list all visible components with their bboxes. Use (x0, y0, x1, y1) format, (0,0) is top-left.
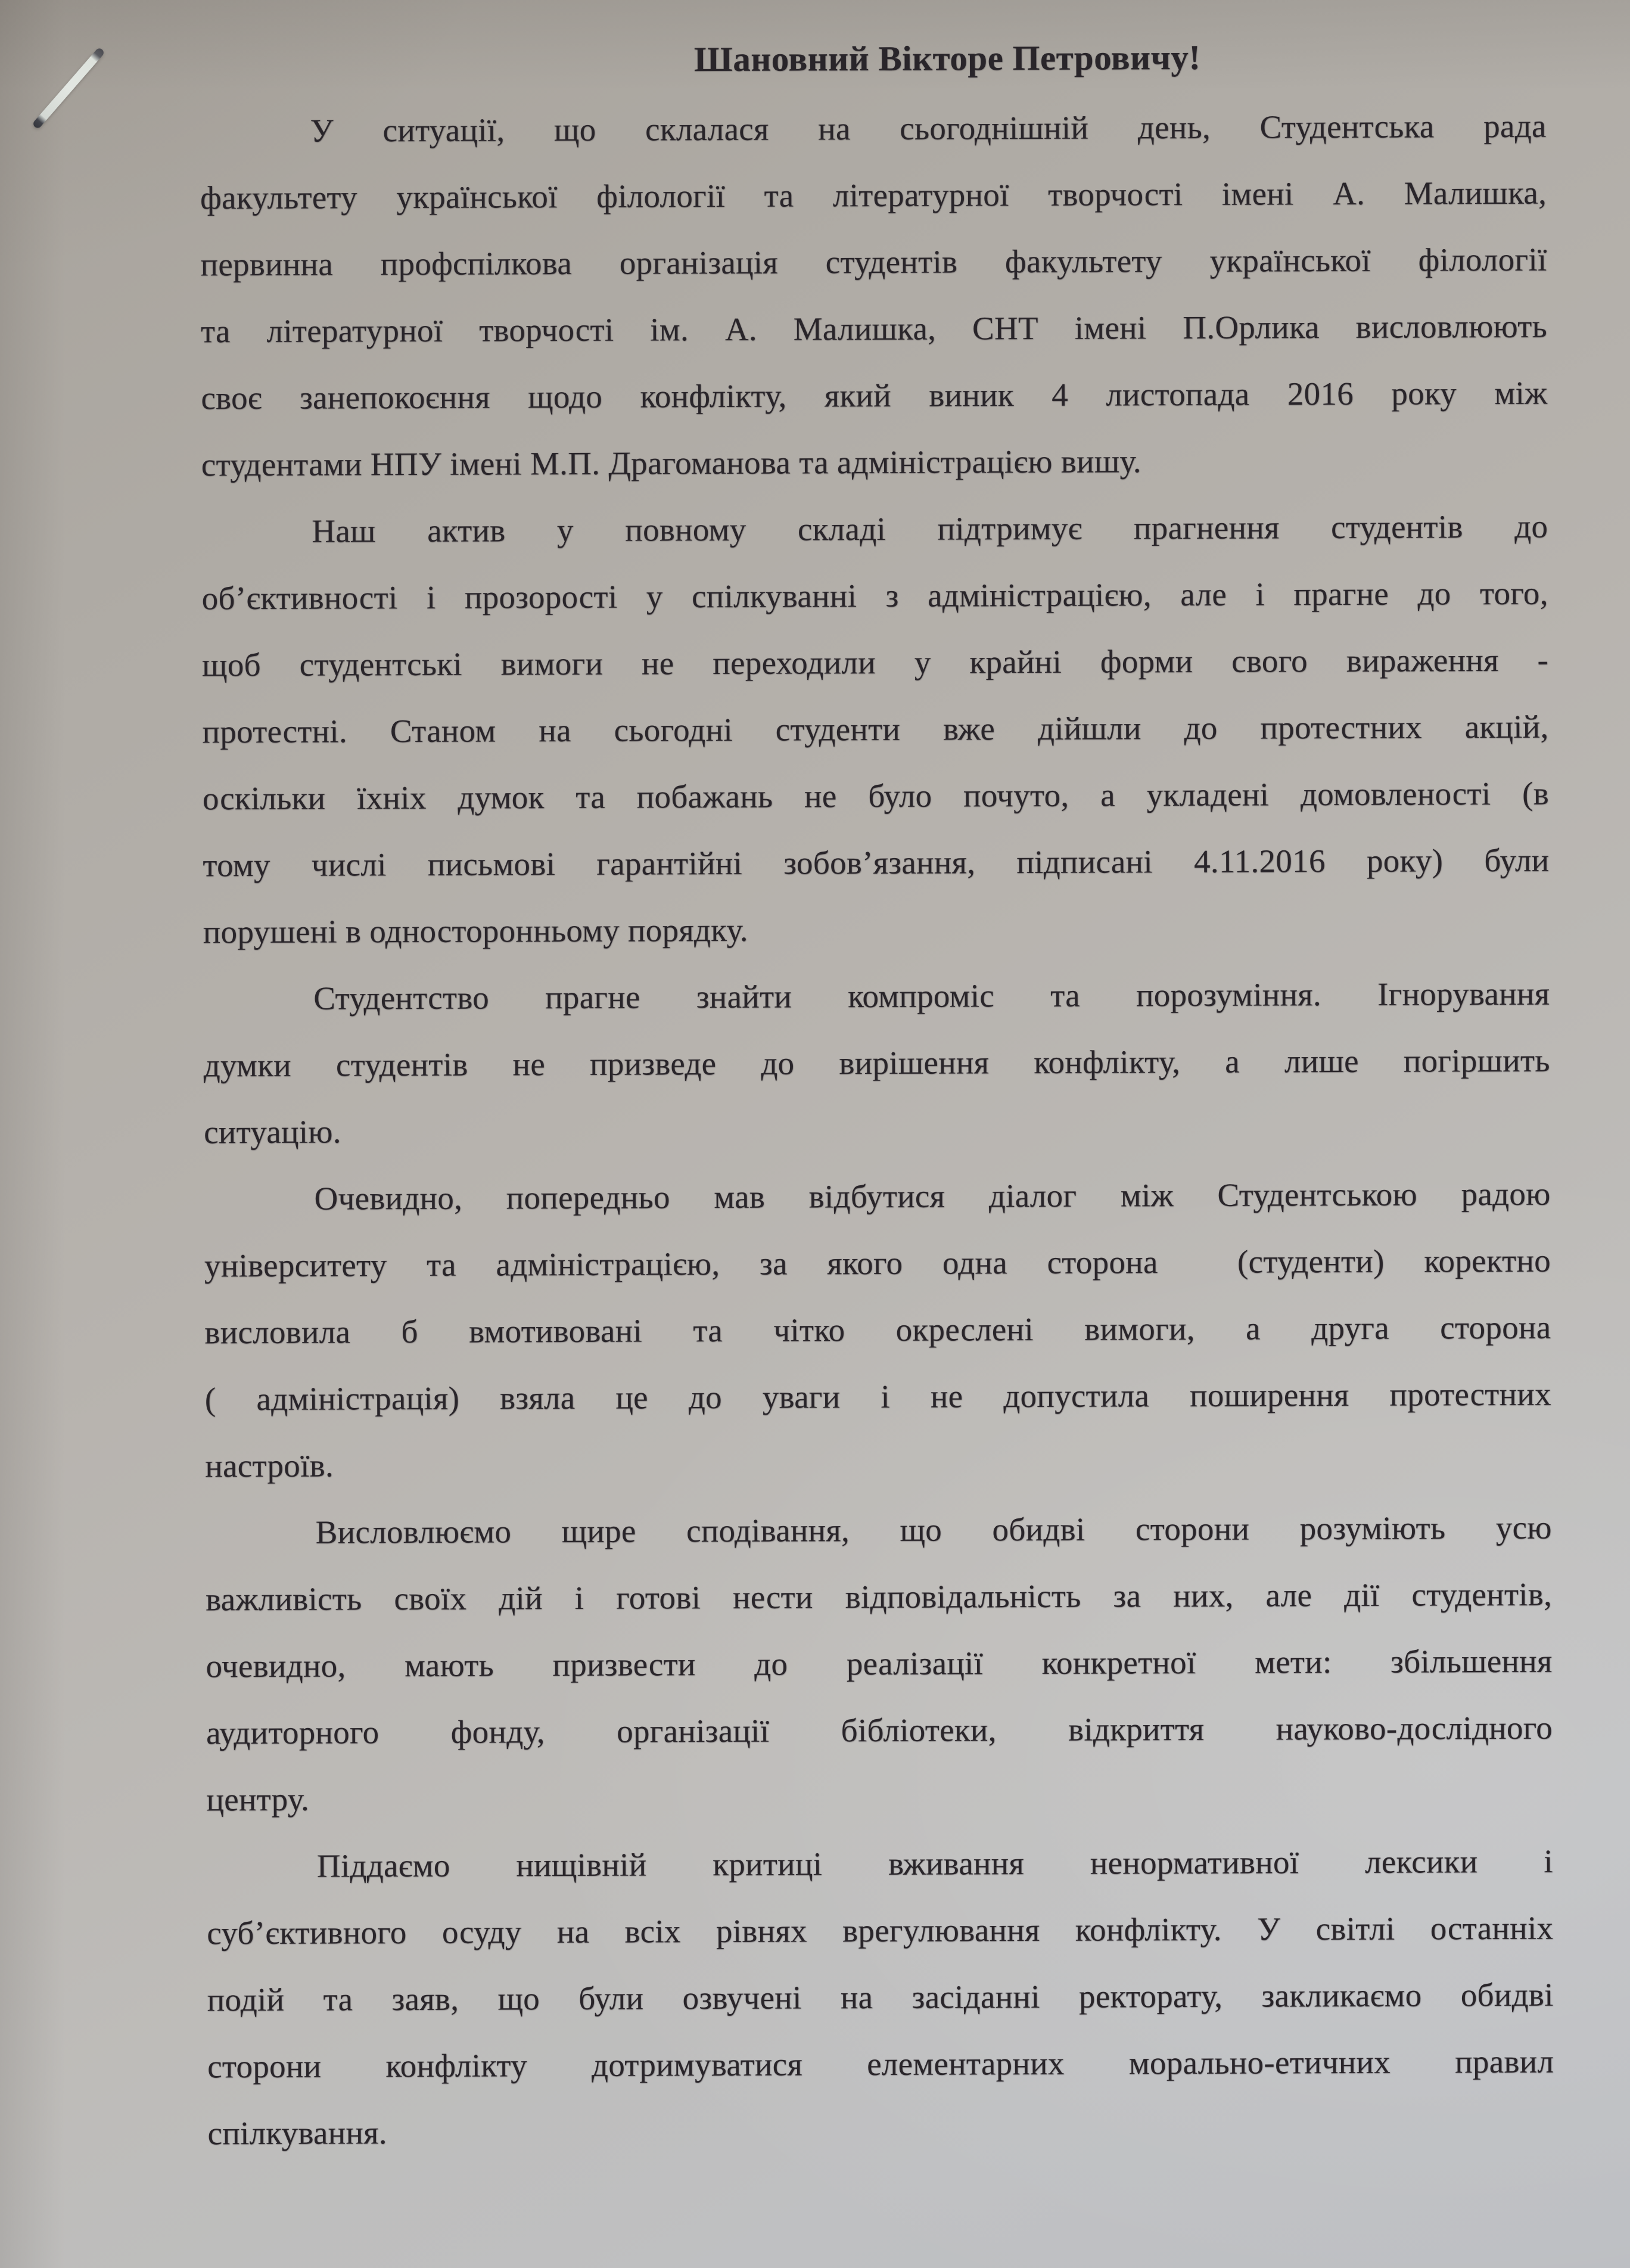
text-line: оскільки їхніх думок та побажань не було почуто, а укладені домовленості (в (202, 775, 1550, 817)
text-line: та літературної творчості ім. А. Малишка, СНТ імені П.Орлика висловлюють (200, 307, 1548, 350)
text-line: об’єктивності і прозорості у спілкуванні з адміністрацією, але і прагне до того, (201, 574, 1548, 617)
text-line: щоб студентські вимоги не переходили у крайні форми свого вираження - (201, 641, 1549, 683)
text-line: студентами НПУ імені М.П. Драгоманова та адміністрацією вишу. (201, 443, 1141, 483)
text-line: тому числі письмові гарантійні зобов’язання, підписані 4.11.2016 року) були (203, 841, 1550, 884)
text-line: сторони конфлікту дотримуватися елементарних морально-етичних правил (207, 2043, 1554, 2085)
text-line: первинна профспілкова організація студентів факультету української філології (200, 241, 1547, 283)
text-line: настроїв. (205, 1447, 334, 1484)
text-line: подій та заяв, що були озвучені на засіданні ректорату, закликаємо обидві (207, 1976, 1554, 2018)
text-line: Студентство прагне знайти компроміс та порозуміння. Ігнорування (313, 975, 1550, 1017)
text-line: центру. (206, 1781, 310, 1818)
letter-content (200, 23, 1554, 2167)
text-line: своє занепокоєння щодо конфлікту, який виник 4 листопада 2016 року між (201, 374, 1548, 417)
text-line: ( адміністрація) взяла це до уваги і не допустила поширення протестних (204, 1375, 1551, 1418)
staple (32, 47, 105, 130)
text-line: протестні. Станом на сьогодні студенти вже дійшли до протестних акцій, (202, 708, 1549, 750)
letter-salutation: Шановний Вікторе Петровичу! (693, 37, 1201, 79)
text-line: факультету української філології та літературної творчості імені А. Малишка, (200, 174, 1547, 216)
text-line: суб’єктивного осуду на всіх рівнях врегулювання конфлікту. У світлі останніх (207, 1909, 1554, 1952)
text-line: важливість своїх дій і готові нести відповідальність за них, але дії студентів, (206, 1576, 1553, 1618)
text-line: Піддаємо нищівній критиці вживання ненормативної лексики і (316, 1843, 1553, 1884)
text-line: спілкування. (207, 2114, 387, 2152)
text-line: висловила б вмотивовані та чітко окреслені вимоги, а друга сторона (204, 1309, 1551, 1351)
text-line: Очевидно, попередньо мав відбутися діалог між Студентською радою (314, 1175, 1551, 1217)
text-line: очевидно, мають призвести до реалізації конкретної мети: збільшення (206, 1642, 1553, 1685)
letter-body (200, 93, 1554, 2167)
text-line: У ситуації, що склалася на сьогоднішній день, Студентська рада (310, 107, 1547, 149)
text-line: аудиторного фонду, організації бібліотеки, відкриття науково-дослідного (206, 1709, 1553, 1751)
text-line: Висловлюємо щире сподівання, що обидві сторони розуміють усю (315, 1509, 1552, 1551)
text-line: порушені в односторонньому порядку. (203, 911, 748, 950)
text-line: університету та адміністрацією, за якого одна сторона (студенти) коректно (204, 1242, 1551, 1284)
text-line: Наш актив у повному складі підтримує прагнення студентів до (312, 508, 1548, 549)
text-line: ситуацію. (204, 1113, 341, 1151)
text-line: думки студентів не призведе до вирішення конфлікту, а лише погіршить (203, 1042, 1550, 1084)
